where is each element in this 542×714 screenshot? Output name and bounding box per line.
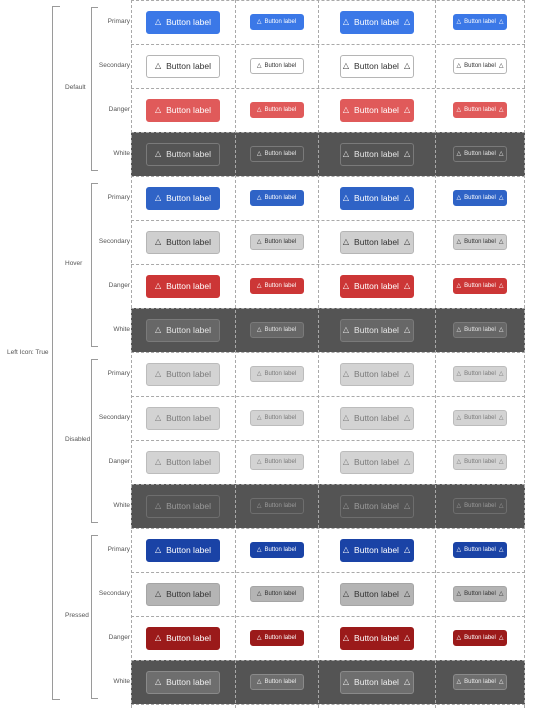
disabled-danger-small-button[interactable]: [250, 454, 304, 470]
button-label: Button label: [354, 413, 399, 423]
warning-triangle-icon: △: [256, 459, 262, 465]
disabled-danger-small-button[interactable]: [453, 454, 507, 470]
warning-triangle-icon: △: [403, 677, 411, 686]
button-label: Button label: [264, 151, 297, 157]
button-label: Button label: [264, 635, 297, 641]
hover-secondary-large-button[interactable]: [340, 231, 414, 254]
hover-primary-small-button[interactable]: [250, 190, 304, 206]
warning-triangle-icon: △: [456, 415, 462, 421]
warning-triangle-icon: △: [342, 61, 350, 70]
warning-triangle-icon: △: [456, 63, 462, 69]
grid-divider: [131, 484, 525, 485]
default-danger-small-button[interactable]: [250, 102, 304, 118]
warning-triangle-icon: △: [154, 17, 162, 26]
warning-triangle-icon: △: [154, 61, 162, 70]
button-label: Button label: [264, 459, 297, 465]
button-label: Button label: [354, 457, 399, 467]
warning-triangle-icon: △: [154, 149, 162, 158]
warning-triangle-icon: △: [256, 151, 262, 157]
warning-triangle-icon: △: [154, 237, 162, 246]
warning-triangle-icon: △: [256, 107, 262, 113]
button-label: Button label: [464, 19, 496, 25]
disabled-white-large-button[interactable]: [340, 495, 414, 518]
pressed-white-large-button[interactable]: [146, 671, 220, 694]
grid-divider: [131, 220, 525, 221]
row-default-secondary: [131, 44, 525, 88]
warning-triangle-icon: △: [342, 237, 350, 246]
pressed-secondary-small-button[interactable]: [453, 586, 507, 602]
button-label: Button label: [354, 633, 399, 643]
warning-triangle-icon: △: [256, 195, 262, 201]
warning-triangle-icon: △: [154, 545, 162, 554]
warning-triangle-icon: △: [154, 457, 162, 466]
state-label-disabled: Disabled: [65, 436, 91, 443]
variant-label-primary: Primary: [107, 370, 130, 377]
variant-label-primary: Primary: [107, 546, 130, 553]
button-label: Button label: [166, 149, 212, 159]
warning-triangle-icon: △: [456, 195, 462, 201]
warning-triangle-icon: △: [456, 151, 462, 157]
pressed-white-small-button[interactable]: [453, 674, 507, 690]
variant-label-primary: Primary: [107, 18, 130, 25]
pressed-primary-small-button[interactable]: [250, 542, 304, 558]
hover-primary-small-button[interactable]: [453, 190, 507, 206]
button-label: Button label: [264, 415, 297, 421]
warning-triangle-icon: △: [342, 413, 350, 422]
warning-triangle-icon: △: [256, 19, 262, 25]
warning-triangle-icon: △: [403, 413, 411, 422]
default-secondary-small-button[interactable]: [250, 58, 304, 74]
button-label: Button label: [166, 17, 212, 27]
default-white-large-button[interactable]: [146, 143, 220, 166]
warning-triangle-icon: △: [456, 547, 462, 553]
warning-triangle-icon: △: [342, 325, 350, 334]
hover-secondary-small-button[interactable]: [250, 234, 304, 250]
state-label-default: Default: [65, 84, 86, 91]
warning-triangle-icon: △: [342, 17, 350, 26]
warning-triangle-icon: △: [498, 503, 504, 509]
pressed-primary-small-button[interactable]: [453, 542, 507, 558]
hover-danger-small-button[interactable]: [250, 278, 304, 294]
hover-danger-large-button[interactable]: [340, 275, 414, 298]
warning-triangle-icon: △: [456, 635, 462, 641]
grid-divider: [131, 0, 132, 708]
grid-divider: [131, 660, 525, 661]
warning-triangle-icon: △: [498, 371, 504, 377]
warning-triangle-icon: △: [256, 547, 262, 553]
button-label: Button label: [166, 237, 212, 247]
row-default-white: [131, 132, 525, 176]
grid-divider: [131, 0, 525, 1]
hover-danger-small-button[interactable]: [453, 278, 507, 294]
variant-label-secondary: Secondary: [98, 62, 130, 69]
grid-divider: [131, 264, 525, 265]
warning-triangle-icon: △: [456, 107, 462, 113]
warning-triangle-icon: △: [498, 151, 504, 157]
button-label: Button label: [354, 545, 399, 555]
button-label: Button label: [166, 501, 212, 511]
pressed-danger-large-button[interactable]: [146, 627, 220, 650]
row-default-danger: [131, 88, 525, 132]
state-bracket-default: [91, 7, 98, 171]
warning-triangle-icon: △: [403, 457, 411, 466]
warning-triangle-icon: △: [403, 545, 411, 554]
button-label: Button label: [264, 591, 297, 597]
grid-divider: [131, 440, 525, 441]
warning-triangle-icon: △: [154, 501, 162, 510]
variant-label-secondary: Secondary: [98, 590, 130, 597]
hover-white-small-button[interactable]: [250, 322, 304, 338]
warning-triangle-icon: △: [456, 679, 462, 685]
button-label: Button label: [354, 193, 399, 203]
warning-triangle-icon: △: [154, 325, 162, 334]
button-label: Button label: [464, 107, 496, 113]
button-label: Button label: [464, 635, 496, 641]
row-pressed-primary: [131, 528, 525, 572]
warning-triangle-icon: △: [403, 325, 411, 334]
hover-white-large-button[interactable]: [146, 319, 220, 342]
button-label: Button label: [166, 413, 212, 423]
variant-label-secondary: Secondary: [98, 414, 130, 421]
button-label: Button label: [354, 17, 399, 27]
button-label: Button label: [264, 327, 297, 333]
button-label: Button label: [464, 415, 496, 421]
button-label: Button label: [166, 105, 212, 115]
grid-divider: [131, 308, 525, 309]
default-primary-small-button[interactable]: [250, 14, 304, 30]
warning-triangle-icon: △: [342, 105, 350, 114]
warning-triangle-icon: △: [498, 239, 504, 245]
warning-triangle-icon: △: [456, 239, 462, 245]
variant-label-white: White: [113, 150, 130, 157]
warning-triangle-icon: △: [403, 281, 411, 290]
warning-triangle-icon: △: [256, 283, 262, 289]
button-label: Button label: [354, 61, 399, 71]
warning-triangle-icon: △: [498, 63, 504, 69]
hover-danger-large-button[interactable]: [146, 275, 220, 298]
disabled-secondary-large-button[interactable]: [146, 407, 220, 430]
button-label: Button label: [354, 677, 399, 687]
variant-label-danger: Danger: [108, 634, 130, 641]
grid-divider: [131, 572, 525, 573]
hover-secondary-small-button[interactable]: [453, 234, 507, 250]
button-label: Button label: [354, 281, 399, 291]
warning-triangle-icon: △: [154, 105, 162, 114]
warning-triangle-icon: △: [403, 61, 411, 70]
button-label: Button label: [464, 503, 496, 509]
button-label: Button label: [166, 633, 212, 643]
button-label: Button label: [354, 149, 399, 159]
default-white-small-button[interactable]: [250, 146, 304, 162]
warning-triangle-icon: △: [498, 679, 504, 685]
disabled-primary-large-button[interactable]: [340, 363, 414, 386]
button-label: Button label: [464, 195, 496, 201]
warning-triangle-icon: △: [403, 589, 411, 598]
button-label: Button label: [166, 677, 212, 687]
row-disabled-secondary: [131, 396, 525, 440]
grid-divider: [131, 396, 525, 397]
warning-triangle-icon: △: [256, 591, 262, 597]
state-bracket-disabled: [91, 359, 98, 523]
warning-triangle-icon: △: [456, 503, 462, 509]
warning-triangle-icon: △: [342, 633, 350, 642]
hover-secondary-large-button[interactable]: [146, 231, 220, 254]
disabled-primary-small-button[interactable]: [250, 366, 304, 382]
row-hover-white: [131, 308, 525, 352]
default-white-small-button[interactable]: [453, 146, 507, 162]
variant-label-danger: Danger: [108, 458, 130, 465]
grid-divider: [524, 0, 525, 708]
disabled-primary-large-button[interactable]: [146, 363, 220, 386]
default-secondary-large-button[interactable]: [146, 55, 220, 78]
warning-triangle-icon: △: [154, 193, 162, 202]
grid-divider: [131, 132, 525, 133]
default-primary-large-button[interactable]: [340, 11, 414, 34]
warning-triangle-icon: △: [498, 19, 504, 25]
warning-triangle-icon: △: [403, 633, 411, 642]
button-label: Button label: [264, 239, 297, 245]
row-pressed-secondary: [131, 572, 525, 616]
warning-triangle-icon: △: [498, 459, 504, 465]
variant-label-white: White: [113, 502, 130, 509]
disabled-secondary-large-button[interactable]: [340, 407, 414, 430]
pressed-white-large-button[interactable]: [340, 671, 414, 694]
warning-triangle-icon: △: [403, 369, 411, 378]
warning-triangle-icon: △: [456, 591, 462, 597]
grid-divider: [131, 704, 525, 705]
button-label: Button label: [354, 325, 399, 335]
default-danger-small-button[interactable]: [453, 102, 507, 118]
row-pressed-danger: [131, 616, 525, 660]
default-primary-small-button[interactable]: [453, 14, 507, 30]
warning-triangle-icon: △: [256, 679, 262, 685]
warning-triangle-icon: △: [498, 107, 504, 113]
button-label: Button label: [264, 107, 297, 113]
pressed-danger-small-button[interactable]: [453, 630, 507, 646]
warning-triangle-icon: △: [498, 327, 504, 333]
button-label: Button label: [264, 679, 297, 685]
grid-divider: [131, 616, 525, 617]
button-label: Button label: [464, 459, 496, 465]
row-disabled-primary: [131, 352, 525, 396]
disabled-white-small-button[interactable]: [453, 498, 507, 514]
default-secondary-large-button[interactable]: [340, 55, 414, 78]
button-label: Button label: [166, 457, 212, 467]
row-pressed-white: [131, 660, 525, 704]
disabled-danger-large-button[interactable]: [340, 451, 414, 474]
hover-white-large-button[interactable]: [340, 319, 414, 342]
disabled-white-large-button[interactable]: [146, 495, 220, 518]
warning-triangle-icon: △: [498, 591, 504, 597]
button-label: Button label: [354, 105, 399, 115]
pressed-primary-large-button[interactable]: [340, 539, 414, 562]
disabled-white-small-button[interactable]: [250, 498, 304, 514]
grid-divider: [131, 44, 525, 45]
button-label: Button label: [166, 193, 212, 203]
button-label: Button label: [166, 61, 212, 71]
button-label: Button label: [464, 327, 496, 333]
warning-triangle-icon: △: [342, 193, 350, 202]
grid-divider: [318, 0, 319, 708]
button-label: Button label: [264, 195, 297, 201]
button-label: Button label: [264, 19, 297, 25]
grid-divider: [131, 528, 525, 529]
warning-triangle-icon: △: [403, 105, 411, 114]
warning-triangle-icon: △: [403, 149, 411, 158]
warning-triangle-icon: △: [256, 327, 262, 333]
warning-triangle-icon: △: [256, 503, 262, 509]
disabled-danger-large-button[interactable]: [146, 451, 220, 474]
warning-triangle-icon: △: [342, 501, 350, 510]
row-disabled-white: [131, 484, 525, 528]
warning-triangle-icon: △: [342, 281, 350, 290]
row-hover-primary: [131, 176, 525, 220]
grid-divider: [235, 0, 236, 708]
grid-divider: [131, 176, 525, 177]
hover-primary-large-button[interactable]: [146, 187, 220, 210]
warning-triangle-icon: △: [403, 501, 411, 510]
button-label: Button label: [354, 501, 399, 511]
default-danger-large-button[interactable]: [340, 99, 414, 122]
variant-label-danger: Danger: [108, 106, 130, 113]
button-label: Button label: [166, 325, 212, 335]
default-primary-large-button[interactable]: [146, 11, 220, 34]
button-label: Button label: [464, 63, 496, 69]
default-secondary-small-button[interactable]: [453, 58, 507, 74]
warning-triangle-icon: △: [342, 457, 350, 466]
variant-label-white: White: [113, 678, 130, 685]
button-label: Button label: [464, 547, 496, 553]
warning-triangle-icon: △: [498, 195, 504, 201]
hover-primary-large-button[interactable]: [340, 187, 414, 210]
pressed-secondary-small-button[interactable]: [250, 586, 304, 602]
warning-triangle-icon: △: [498, 415, 504, 421]
variant-label-white: White: [113, 326, 130, 333]
button-variants-grid: [131, 0, 525, 708]
disabled-secondary-small-button[interactable]: [250, 410, 304, 426]
button-label: Button label: [166, 545, 212, 555]
warning-triangle-icon: △: [154, 369, 162, 378]
warning-triangle-icon: △: [456, 459, 462, 465]
pressed-danger-small-button[interactable]: [250, 630, 304, 646]
warning-triangle-icon: △: [256, 635, 262, 641]
warning-triangle-icon: △: [154, 413, 162, 422]
button-label: Button label: [354, 369, 399, 379]
row-disabled-danger: [131, 440, 525, 484]
button-label: Button label: [264, 547, 297, 553]
warning-triangle-icon: △: [456, 283, 462, 289]
warning-triangle-icon: △: [256, 239, 262, 245]
button-label: Button label: [264, 63, 297, 69]
outer-bracket: [52, 6, 60, 700]
row-default-primary: [131, 0, 525, 44]
warning-triangle-icon: △: [342, 589, 350, 598]
left-icon-true-label: Left Icon: True: [7, 349, 49, 356]
warning-triangle-icon: △: [256, 63, 262, 69]
warning-triangle-icon: △: [342, 677, 350, 686]
state-bracket-hover: [91, 183, 98, 347]
warning-triangle-icon: △: [154, 677, 162, 686]
variant-label-danger: Danger: [108, 282, 130, 289]
pressed-secondary-large-button[interactable]: [340, 583, 414, 606]
warning-triangle-icon: △: [403, 237, 411, 246]
button-label: Button label: [264, 283, 297, 289]
warning-triangle-icon: △: [456, 327, 462, 333]
button-label: Button label: [464, 679, 496, 685]
button-label: Button label: [264, 503, 297, 509]
warning-triangle-icon: △: [456, 371, 462, 377]
warning-triangle-icon: △: [498, 547, 504, 553]
row-hover-danger: [131, 264, 525, 308]
variant-label-primary: Primary: [107, 194, 130, 201]
button-label: Button label: [166, 369, 212, 379]
disabled-secondary-small-button[interactable]: [453, 410, 507, 426]
warning-triangle-icon: △: [256, 371, 262, 377]
warning-triangle-icon: △: [154, 281, 162, 290]
row-hover-secondary: [131, 220, 525, 264]
pressed-white-small-button[interactable]: [250, 674, 304, 690]
warning-triangle-icon: △: [403, 193, 411, 202]
warning-triangle-icon: △: [403, 17, 411, 26]
grid-divider: [131, 352, 525, 353]
pressed-primary-large-button[interactable]: [146, 539, 220, 562]
warning-triangle-icon: △: [256, 415, 262, 421]
warning-triangle-icon: △: [456, 19, 462, 25]
pressed-secondary-large-button[interactable]: [146, 583, 220, 606]
button-label: Button label: [464, 283, 496, 289]
button-label: Button label: [464, 239, 496, 245]
button-label: Button label: [354, 237, 399, 247]
default-danger-large-button[interactable]: [146, 99, 220, 122]
button-label: Button label: [464, 151, 496, 157]
hover-white-small-button[interactable]: [453, 322, 507, 338]
default-white-large-button[interactable]: [340, 143, 414, 166]
button-label: Button label: [354, 589, 399, 599]
warning-triangle-icon: △: [498, 635, 504, 641]
button-label: Button label: [264, 371, 297, 377]
state-label-hover: Hover: [65, 260, 83, 267]
pressed-danger-large-button[interactable]: [340, 627, 414, 650]
button-label: Button label: [464, 591, 496, 597]
disabled-primary-small-button[interactable]: [453, 366, 507, 382]
button-label: Button label: [464, 371, 496, 377]
button-label: Button label: [166, 281, 212, 291]
state-label-pressed: Pressed: [65, 612, 89, 619]
grid-divider: [435, 0, 436, 708]
warning-triangle-icon: △: [154, 633, 162, 642]
grid-divider: [131, 88, 525, 89]
warning-triangle-icon: △: [342, 149, 350, 158]
warning-triangle-icon: △: [342, 369, 350, 378]
button-label: Button label: [166, 589, 212, 599]
warning-triangle-icon: △: [342, 545, 350, 554]
warning-triangle-icon: △: [498, 283, 504, 289]
variant-label-secondary: Secondary: [98, 238, 130, 245]
state-bracket-pressed: [91, 535, 98, 699]
warning-triangle-icon: △: [154, 589, 162, 598]
